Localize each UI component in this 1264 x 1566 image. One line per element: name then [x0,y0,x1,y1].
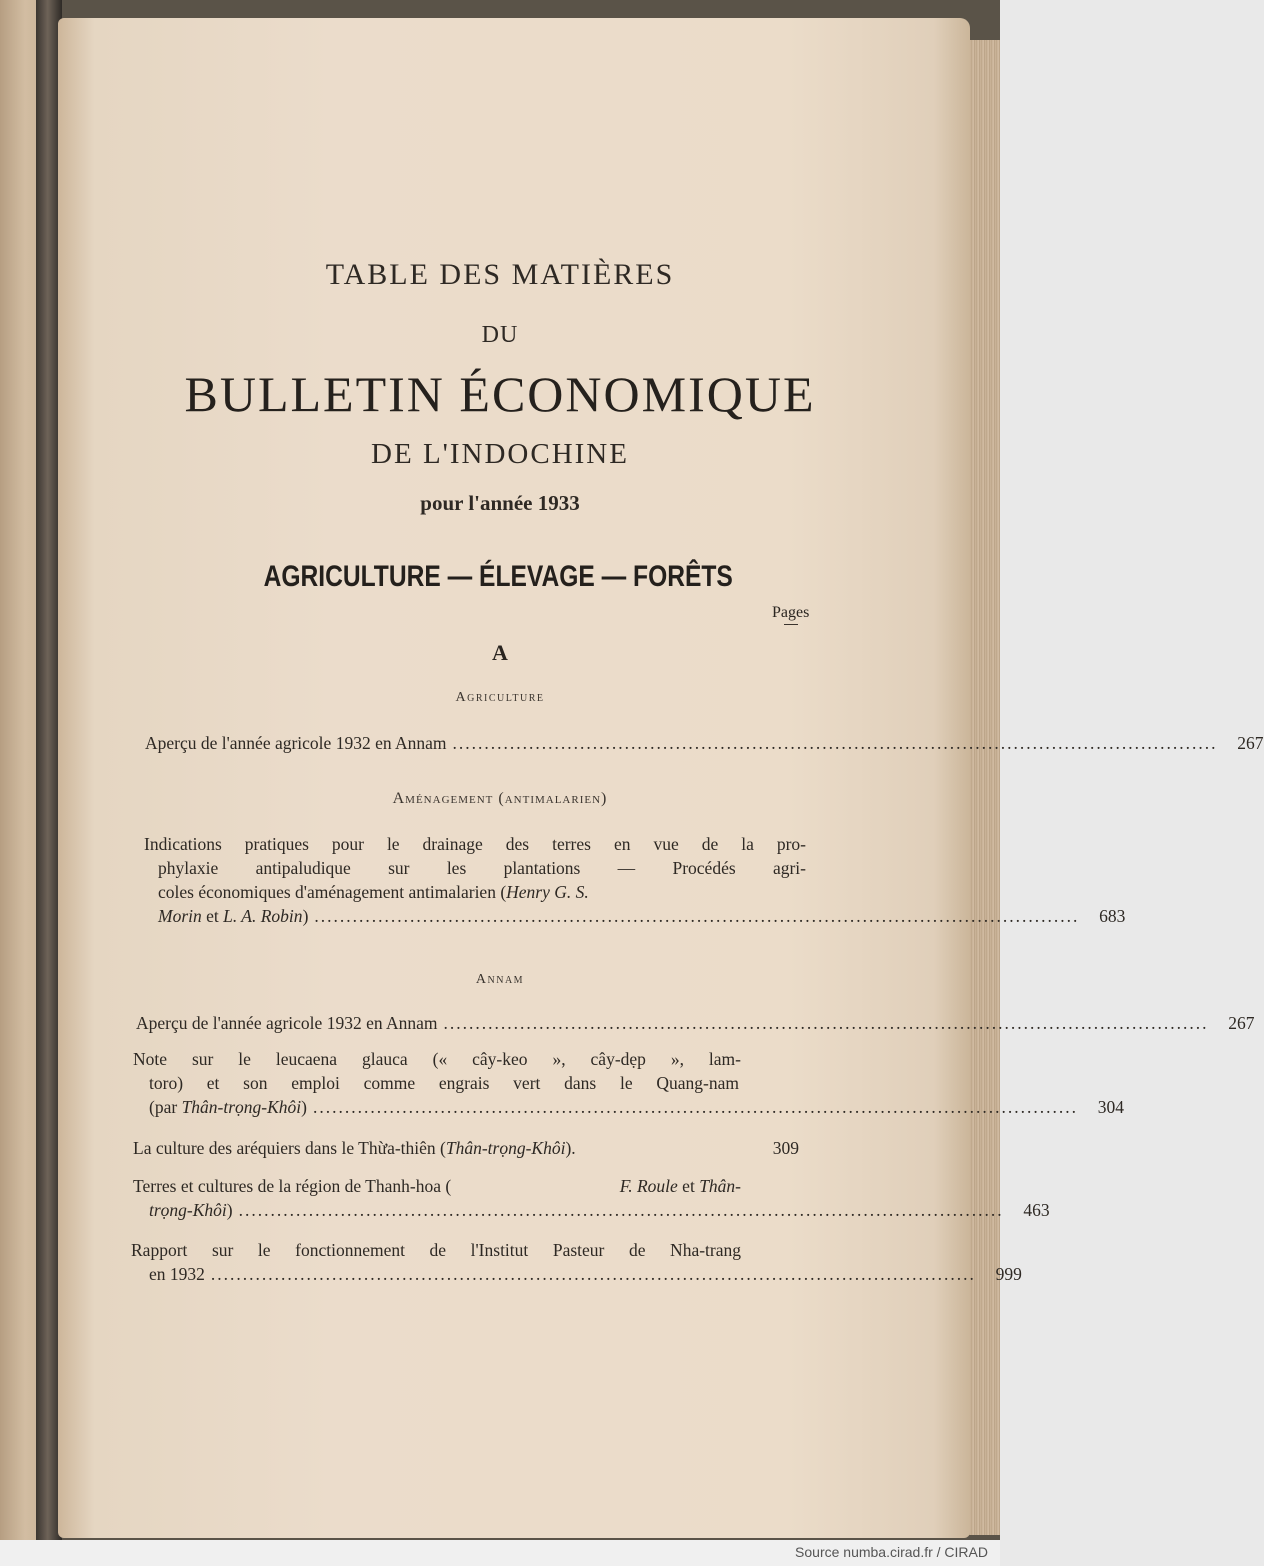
author-name: L. A. Robin [223,906,303,926]
entry-text: et [677,1176,700,1196]
group-title: Agriculture [455,690,545,705]
entry-text: en 1932 [149,1264,205,1284]
entry-line: toro) et son emploi comme engrais vert dans le Quang-nam [149,1073,739,1093]
entry-text: Aperçu de l'année agricole 1932 en Annam [136,1013,438,1033]
dot-leader: ........................................................................................................................ [314,906,1080,926]
toc-entry [136,1011,1255,1035]
page-number: 999 [995,1264,1022,1284]
entry-text: ) [226,1200,233,1220]
entry-text: ) [301,1097,307,1117]
dot-leader: ........................................................................................................................ [210,1264,976,1284]
entry-line: Rapport sur le fonctionnement de l'Institut Pasteur de Nha-trang [131,1240,741,1260]
group-title: Annam [475,972,525,987]
page-number: 267 [1237,733,1264,753]
author-name: trọng-Khôi [149,1200,227,1220]
title-table-des-matieres: TABLE DES MATIÈRES [325,258,675,291]
title-indochine: DE L'INDOCHINE [371,438,629,470]
toc-entry [144,832,1126,928]
title-du: DU [481,322,519,348]
source-credit: Source numba.cirad.fr / CIRAD [795,1544,988,1560]
entry-text: ) [302,906,309,926]
author-name: Morin [158,906,202,926]
dot-leader: ........................................................................................................................ [452,733,1218,753]
author-name: F. Roule [619,1176,678,1196]
pages-column-label: Pages [772,604,810,621]
author-name: Thân-trọng-Khôi [445,1138,566,1158]
toc-entry [131,1238,1022,1286]
page-number: 267 [1228,1013,1255,1033]
entry-line: Indications pratiques pour le drainage des terres en vue de la pro- [144,834,806,854]
index-letter: A [492,640,508,665]
group-title: Aménagement (antimalarien) [392,790,608,807]
page-number: 683 [1099,906,1126,926]
entry-text: coles économiques d'aménagement antimalarien ( [158,882,507,902]
dot-leader: ........................................................................................................................ [238,1200,1004,1220]
author-name: Thân-trọng-Khôi [181,1097,302,1117]
document-page [58,18,970,1538]
page-number: 304 [1097,1097,1124,1117]
author-name: Thân- [699,1176,741,1196]
entry-text: Terres et cultures de la région de Thanh-hoa ( [133,1176,452,1196]
title-bulletin: BULLETIN ÉCONOMIQUE [184,366,816,422]
entry-text: ). [565,1138,576,1158]
dot-leader: ........................................................................................................................ [443,1013,1209,1033]
title-year: pour l'année 1933 [420,491,580,515]
pages-divider [784,624,798,625]
section-heading: AGRICULTURE — ÉLEVAGE — FORÊTS [263,560,733,593]
entry-line: phylaxie antipaludique sur les plantations — Procédés agri- [158,858,806,878]
toc-entry [133,1136,799,1160]
viewer-footer [0,1540,1000,1566]
entry-text: (par [149,1097,182,1117]
author-name: Henry G. S. [506,882,589,902]
page-number: 309 [772,1138,799,1158]
entry-line: Note sur le leucaena glauca (« cây-keo », cây-dẹp », lam- [133,1049,741,1069]
entry-text: La culture des aréquiers dans le Thừa-thiên ( [133,1138,446,1158]
toc-entry [133,1174,1050,1222]
page-number: 463 [1023,1200,1050,1220]
dot-leader: ........................................................................................................................ [313,1097,1078,1117]
entry-text: et [201,906,224,926]
toc-entry [133,1047,1124,1119]
toc-entry [145,731,1264,755]
entry-text: Aperçu de l'année agricole 1932 en Annam [145,733,447,753]
